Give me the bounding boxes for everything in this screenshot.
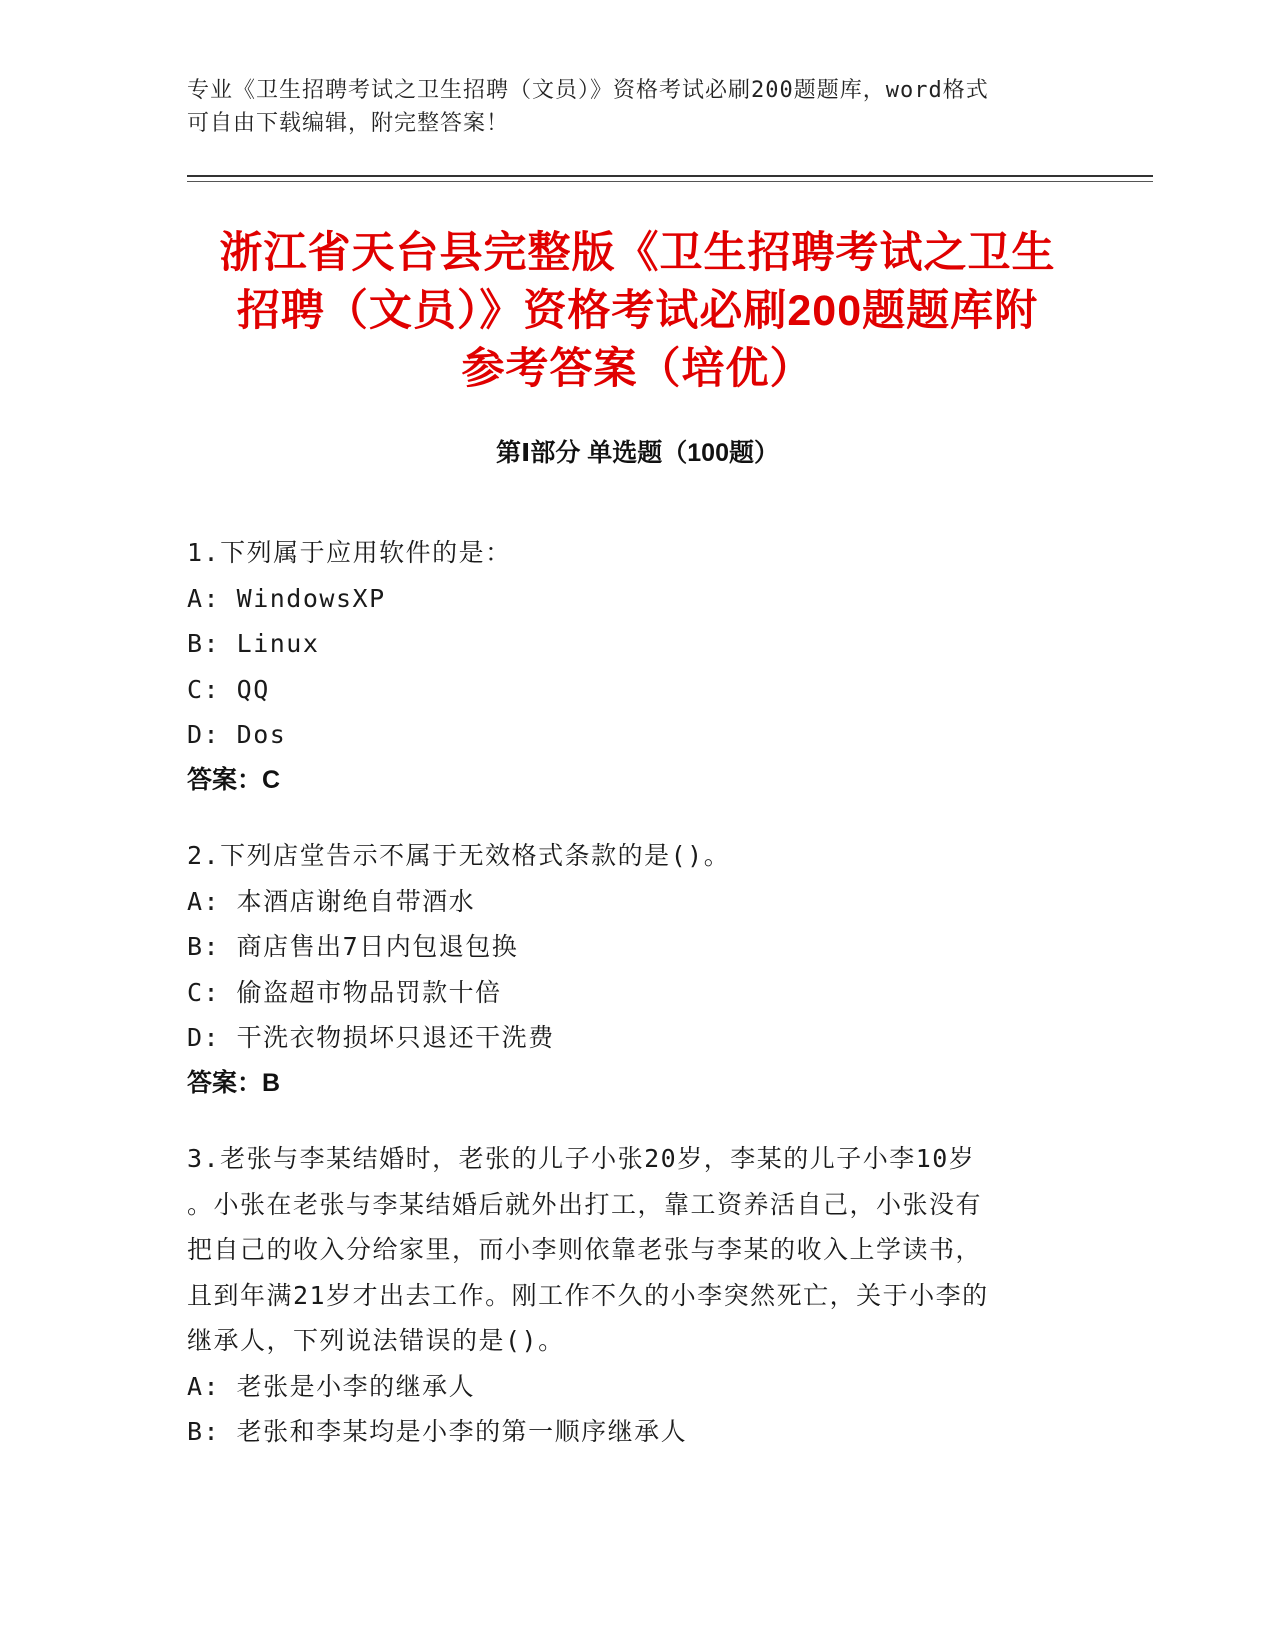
question-stem-line: 把自己的收入分给家里，而小李则依靠老张与李某的收入上学读书， — [187, 1235, 983, 1264]
option-a: A: 本酒店谢绝自带酒水 — [187, 886, 476, 916]
question-stem: 1.下列属于应用软件的是： — [187, 538, 512, 567]
question-stem-line: 继承人，下列说法错误的是()。 — [187, 1326, 565, 1355]
option-b: B: 老张和李某均是小李的第一顺序继承人 — [187, 1417, 688, 1446]
section-heading: 第Ⅰ部分 单选题（100题） — [496, 439, 779, 467]
answer: 答案：B — [187, 1068, 281, 1097]
question-stem-line: 。小张在老张与李某结婚后就外出打工，靠工资养活自己，小张没有 — [187, 1189, 983, 1219]
answer: 答案：C — [187, 765, 281, 794]
question-stem: 2.下列店堂告示不属于无效格式条款的是()。 — [187, 841, 731, 870]
header-note-line-1: 专业《卫生招聘考试之卫生招聘（文员）》资格考试必刷200题题库，word格式 — [187, 78, 989, 103]
option-a: A: 老张是小李的继承人 — [187, 1371, 476, 1401]
question-list — [187, 530, 1087, 1485]
question-1 — [187, 530, 1087, 803]
question-3 — [187, 1136, 1087, 1455]
header-note-line-2: 可自由下载编辑，附完整答案！ — [187, 111, 510, 136]
option-b: B: Linux — [187, 629, 320, 658]
option-b: B: 商店售出7日内包退包换 — [187, 932, 519, 961]
question-stem-line: 且到年满21岁才出去工作。刚工作不久的小李突然死亡，关于小李的 — [187, 1280, 989, 1310]
option-c: C: QQ — [187, 674, 270, 704]
question-2 — [187, 833, 1087, 1106]
header-divider-thick — [187, 175, 1153, 177]
option-d: D: 干洗衣物损坏只退还干洗费 — [187, 1023, 555, 1052]
document-title-line-1: 浙江省天台县完整版《卫生招聘考试之卫生 — [219, 229, 1056, 277]
question-stem-line: 3.老张与李某结婚时，老张的儿子小张20岁，李某的儿子小李10岁 — [187, 1144, 976, 1173]
document-title — [160, 224, 1115, 398]
option-c: C: 偷盗超市物品罚款十倍 — [187, 977, 502, 1007]
option-d: D: Dos — [187, 720, 287, 749]
header-divider-thin — [187, 181, 1153, 182]
document-title-line-3: 参考答案（培优） — [461, 345, 814, 393]
header-note — [187, 74, 1067, 140]
option-a: A: WindowsXP — [187, 583, 386, 613]
document-title-line-2: 招聘（文员）》资格考试必刷200题题库附 — [236, 287, 1039, 335]
